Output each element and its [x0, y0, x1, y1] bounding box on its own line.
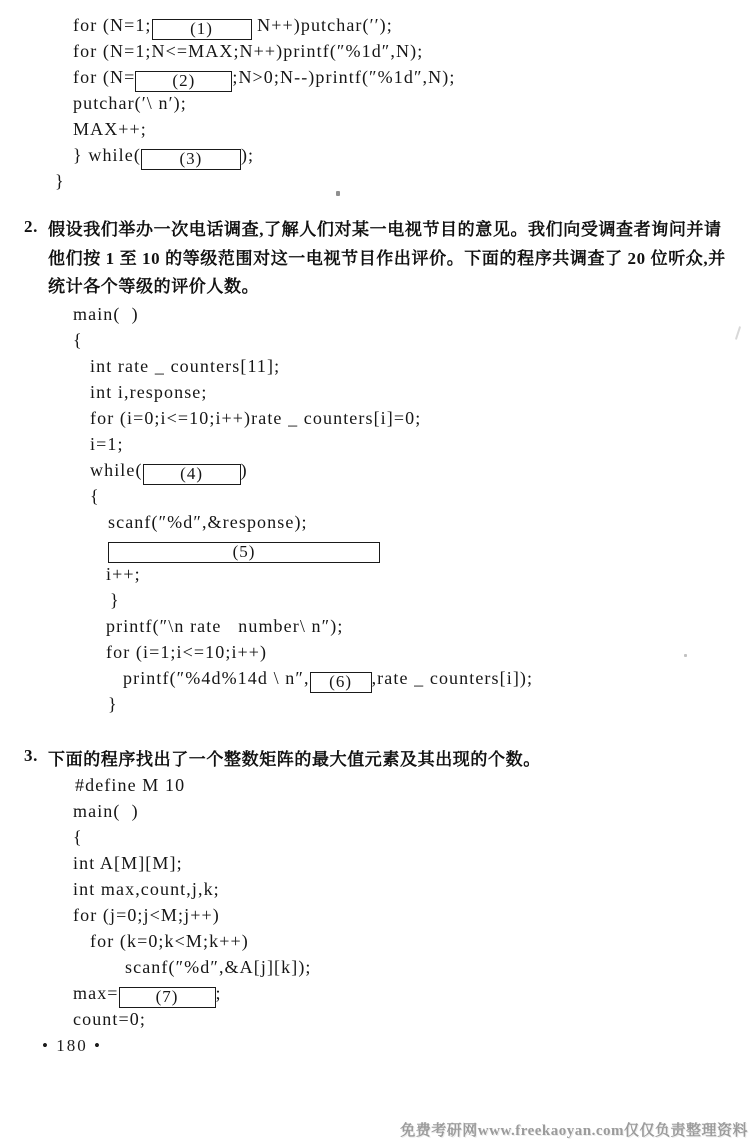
question3-number: 3. [24, 746, 38, 765]
code-line [0, 980, 312, 1006]
code-line [0, 90, 455, 116]
code-line [0, 301, 533, 327]
answer-blank-2: (2) [135, 71, 232, 92]
code-line [0, 379, 533, 405]
code-text: printf(″\n rate number\ n″); [106, 616, 344, 636]
code-text: } while( [73, 145, 141, 165]
code-text: int rate _ counters[11]; [90, 356, 281, 376]
answer-blank-3: (3) [141, 149, 241, 170]
code-text: for (i=1;i<=10;i++) [106, 642, 268, 662]
code-text: ); [240, 145, 255, 165]
answer-blank-5: (5) [108, 542, 380, 563]
code-line [0, 613, 533, 639]
code-text: MAX++; [73, 119, 147, 139]
answer-blank-1: (1) [152, 19, 252, 40]
code-line [0, 1006, 312, 1032]
code-line [0, 353, 533, 379]
code-text: N++)putchar(′′); [251, 15, 393, 35]
code-line [0, 431, 533, 457]
code-text: for (N= [73, 67, 136, 87]
code-text: i=1; [90, 434, 124, 454]
code-text: scanf(″%d″,&A[j][k]); [125, 957, 312, 977]
code-text: while( [90, 460, 143, 480]
question3-title: 下面的程序找出了一个整数矩阵的最大值元素及其出现的个数。 [48, 750, 541, 769]
code-line [0, 535, 533, 561]
code-line [0, 798, 312, 824]
scan-speck [684, 654, 687, 657]
code-line [0, 587, 533, 613]
scan-speck [735, 326, 741, 340]
code-text: #define M 10 [75, 775, 186, 795]
code-line [0, 509, 533, 535]
code-line [0, 665, 533, 691]
code-text: } [55, 171, 65, 191]
code-line [0, 483, 533, 509]
code-text: } [110, 590, 120, 610]
answer-blank-7: (7) [119, 987, 216, 1008]
code-line [0, 928, 312, 954]
code-line [0, 639, 533, 665]
code-line [0, 824, 312, 850]
question2-number: 2. [24, 217, 38, 236]
code-text: for (N=1; [73, 15, 152, 35]
code-line [0, 876, 312, 902]
code-text: for (N=1;N<=MAX;N++)printf(″%1d″,N); [73, 41, 424, 61]
code-text: for (i=0;i<=10;i++)rate _ counters[i]=0; [90, 408, 422, 428]
code-text: } [108, 694, 118, 714]
answer-blank-6: (6) [310, 672, 372, 693]
code-line [0, 38, 455, 64]
code-line [0, 327, 533, 353]
code-text: int i,response; [90, 382, 208, 402]
code-line [0, 561, 533, 587]
answer-blank-4: (4) [143, 464, 241, 485]
code-text: ;N>0;N--)printf(″%1d″,N); [232, 67, 456, 87]
code-line [0, 772, 312, 798]
code-text: main( ) [73, 304, 139, 324]
code-text: int max,count,j,k; [73, 879, 220, 899]
code-line [0, 457, 533, 483]
question2-paragraph-line: 假设我们举办一次电话调查,了解人们对某一电视节目的意见。我们向受调查者询问并请 [48, 220, 722, 239]
code-text: { [73, 827, 83, 847]
code-text: ,rate _ counters[i]); [371, 668, 534, 688]
code-text: i++; [106, 564, 141, 584]
code-text: count=0; [73, 1009, 146, 1029]
code-line [0, 142, 455, 168]
question2-paragraph-line: 他们按 1 至 10 的等级范围对这一电视节目作出评价。下面的程序共调查了 20 位听众,并 [48, 248, 726, 268]
code-line [0, 902, 312, 928]
question2-code-block [0, 301, 533, 717]
code-text: ; [215, 983, 222, 1003]
code-text: { [73, 330, 83, 350]
question1-code-block [0, 12, 455, 194]
code-line [0, 405, 533, 431]
code-text: for (k=0;k<M;k++) [90, 931, 249, 951]
code-text: scanf(″%d″,&response); [108, 512, 308, 532]
code-line [0, 12, 455, 38]
code-text: main( ) [73, 801, 139, 821]
code-text: int A[M][M]; [73, 853, 183, 873]
code-text: { [90, 486, 100, 506]
question3-code-block [0, 772, 312, 1032]
watermark-text: 免费考研网www.freekaoyan.com仅仅负责整理资料 [400, 1123, 748, 1139]
code-line [0, 954, 312, 980]
question2-paragraph-line: 统计各个等级的评价人数。 [48, 277, 260, 297]
code-text: putchar(′\ n′); [73, 93, 187, 113]
code-line [0, 116, 455, 142]
code-line [0, 168, 455, 194]
code-line [0, 64, 455, 90]
code-line [0, 691, 533, 717]
code-text: max= [73, 983, 119, 1003]
page-number: • 180 • [42, 1036, 102, 1055]
question2-paragraph [48, 216, 746, 302]
code-text: for (j=0;j<M;j++) [73, 905, 220, 925]
scan-speck [336, 191, 340, 196]
code-text: printf(″%4d%14d \ n″, [123, 668, 310, 688]
code-text: ) [240, 460, 248, 480]
code-line [0, 850, 312, 876]
